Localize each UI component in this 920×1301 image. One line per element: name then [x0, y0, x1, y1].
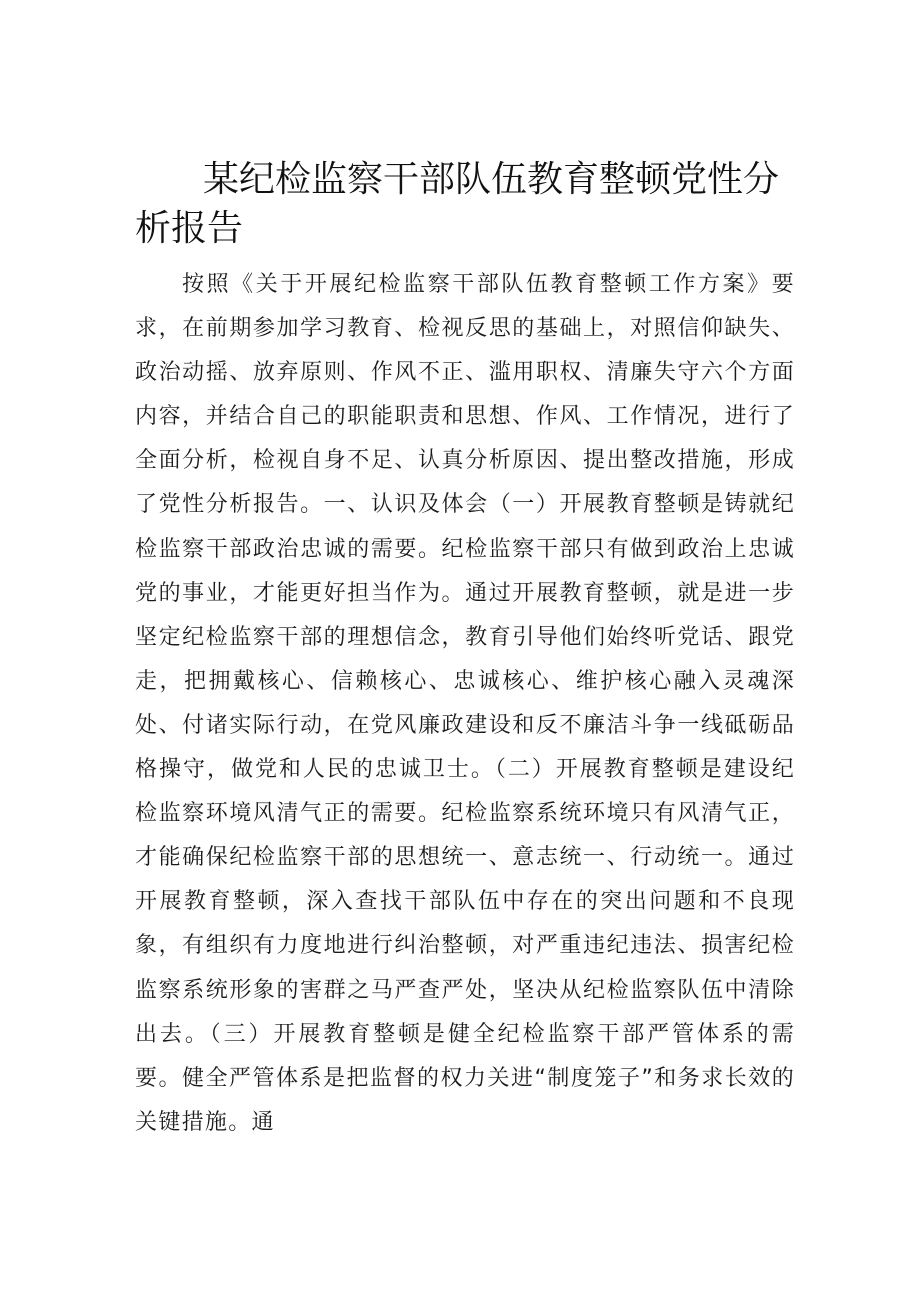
- document-title: 某纪检监察干部队伍教育整顿党性分析报告: [135, 159, 780, 249]
- document-body-paragraph: 按照《关于开展纪检监察干部队伍教育整顿工作方案》要求，在前期参加学习教育、检视反思的基础上，对照信仰缺失、政治动摇、放弃原则、作风不正、滥用职权、清廉失守六个方面内容，并结合自己的职能职责和思想、作风、工作情况，进行了全面分析，检视自身不足、认真分析原因、提出整改措施，形成了党性分析报告。一、认识及体会（一）开展教育整顿是铸就纪检监察干部政治忠诚的需要。纪检监察干部只有做到政治上忠诚党的事业，才能更好担当作为。通过开展教育整顿，就是进一步坚定纪检监察干部的理想信念，教育引导他们始终听党话、跟党走，把拥戴核心、信赖核心、忠诚核心、维护核心融入灵魂深处、付诸实际行动，在党风廉政建设和反不廉洁斗争一线砥砺品格操守，做党和人民的忠诚卫士。（二）开展教育整顿是建设纪检监察环境风清气正的需要。纪检监察系统环境只有风清气正，才能确保纪检监察干部的思想统一、意志统一、行动统一。通过开展教育整顿，深入查找干部队伍中存在的突出问题和不良现象，有组织有力度地进行纠治整顿，对严重违纪违法、损害纪检监察系统形象的害群之马严查严处，坚决从纪检监察队伍中清除出去。（三）开展教育整顿是健全纪检监察干部严管体系的需要。健全严管体系是把监督的权力关进“制度笼子”和务求长效的关键措施。通: [135, 272, 795, 1135]
